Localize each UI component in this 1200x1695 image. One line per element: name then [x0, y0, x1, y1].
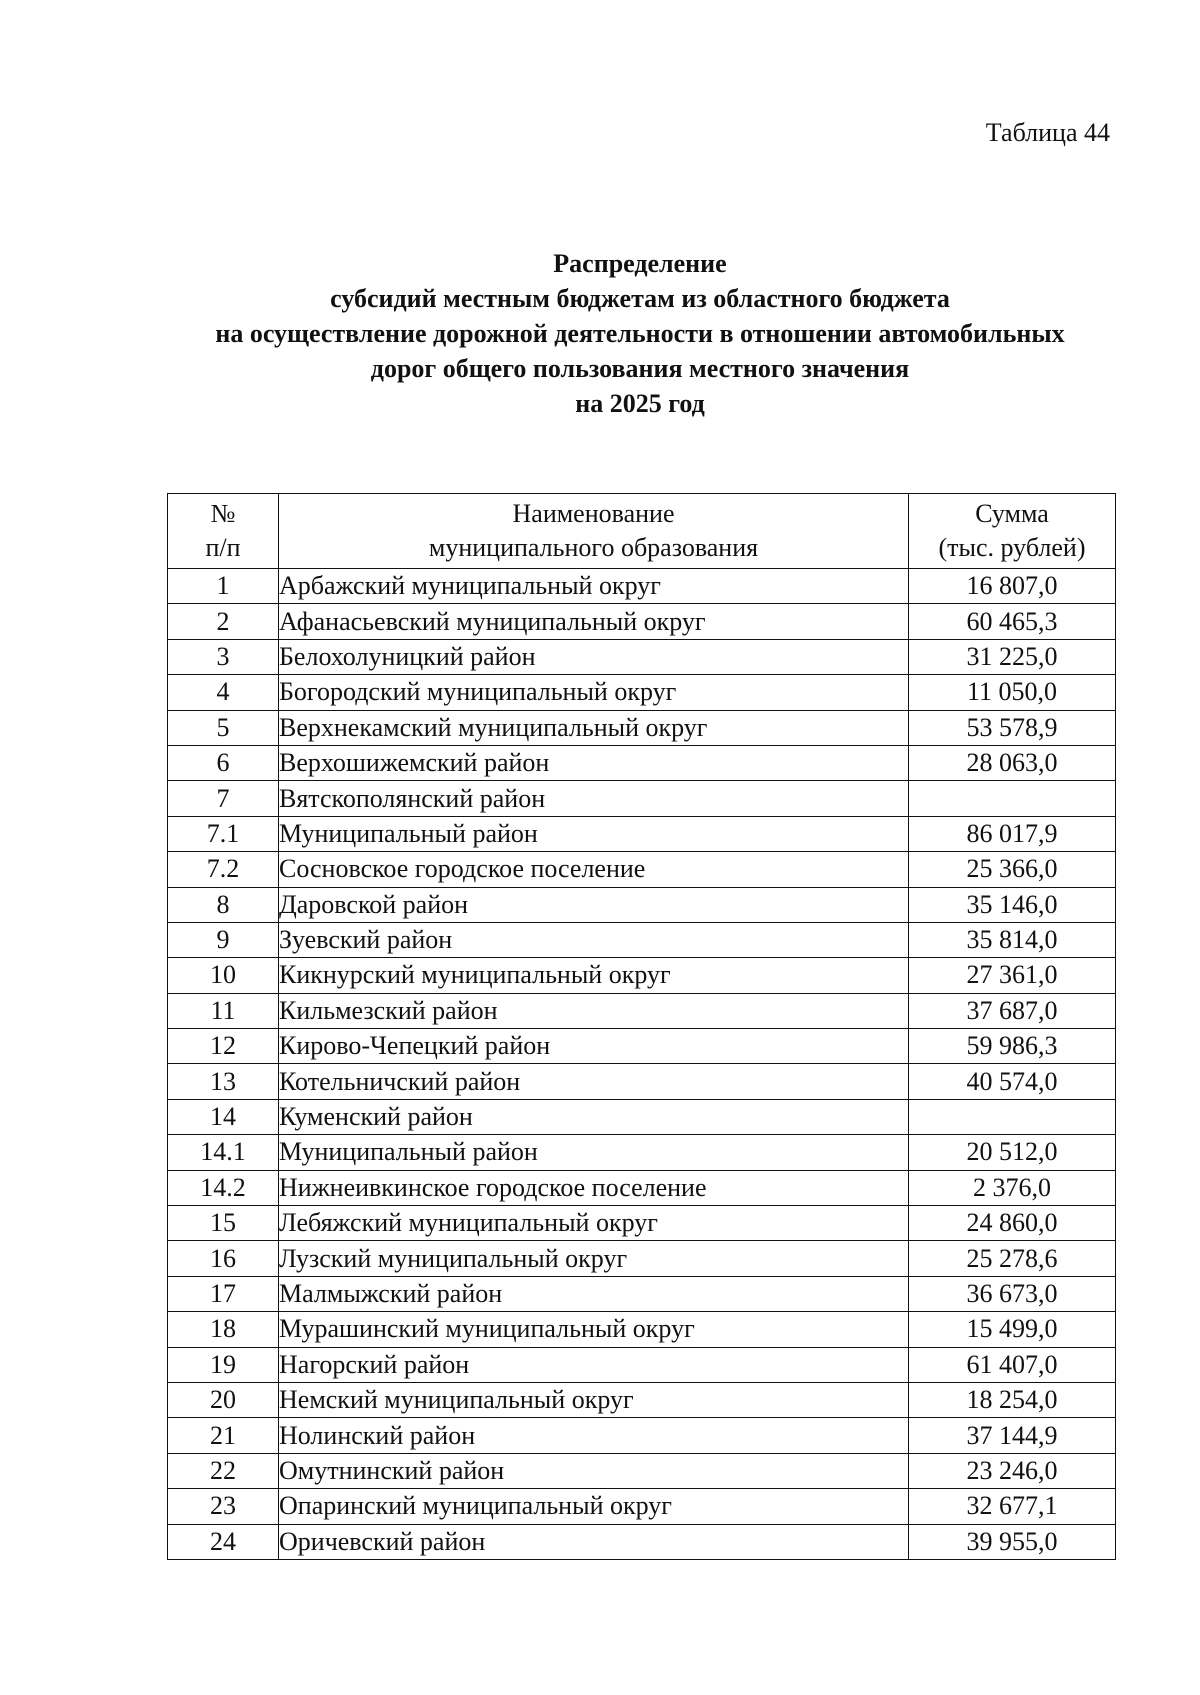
subsidy-amount: 28 063,0 [909, 745, 1116, 780]
table-row [168, 922, 1116, 957]
subsidy-amount: 18 254,0 [909, 1382, 1116, 1417]
municipality-name: Немский муниципальный округ [279, 1382, 909, 1417]
municipality-name: Лебяжский муниципальный округ [279, 1206, 909, 1241]
table-row [168, 675, 1116, 710]
table-row [168, 1170, 1116, 1205]
subsidy-amount: 11 050,0 [909, 675, 1116, 710]
municipality-name: Котельничский район [279, 1064, 909, 1099]
header-number-line: п/п [205, 533, 241, 562]
document-title [100, 246, 1180, 421]
title-line: Распределение [553, 249, 727, 278]
subsidy-amount: 16 807,0 [909, 569, 1116, 604]
table-body [168, 569, 1116, 1560]
row-number: 16 [168, 1241, 279, 1276]
row-number: 17 [168, 1276, 279, 1311]
subsidy-amount: 35 814,0 [909, 922, 1116, 957]
municipality-name: Нолинский район [279, 1418, 909, 1453]
header-sum-line: (тыс. рублей) [938, 533, 1086, 562]
header-number-line: № [210, 499, 236, 528]
header-name-line: муниципального образования [428, 533, 759, 562]
table-row [168, 781, 1116, 816]
subsidy-amount: 53 578,9 [909, 710, 1116, 745]
municipality-name: Вятскополянский район [279, 781, 909, 816]
row-number: 7 [168, 781, 279, 816]
subsidy-amount: 20 512,0 [909, 1135, 1116, 1170]
table-row [168, 1064, 1116, 1099]
table-row [168, 1099, 1116, 1134]
subsidy-amount: 36 673,0 [909, 1276, 1116, 1311]
row-number: 7.2 [168, 852, 279, 887]
table-row [168, 852, 1116, 887]
subsidy-amount: 37 144,9 [909, 1418, 1116, 1453]
row-number: 14 [168, 1099, 279, 1134]
subsidy-amount [909, 1099, 1116, 1134]
municipality-name: Кикнурский муниципальный округ [279, 958, 909, 993]
table-row [168, 710, 1116, 745]
subsidy-amount: 31 225,0 [909, 639, 1116, 674]
municipality-name: Лузский муниципальный округ [279, 1241, 909, 1276]
subsidy-amount: 25 278,6 [909, 1241, 1116, 1276]
municipality-name: Нагорский район [279, 1347, 909, 1382]
municipality-name: Куменский район [279, 1099, 909, 1134]
municipality-name: Мурашинский муниципальный округ [279, 1312, 909, 1347]
header-name-line: Наименование [512, 499, 675, 528]
row-number: 4 [168, 675, 279, 710]
table-row [168, 745, 1116, 780]
table-row [168, 816, 1116, 851]
row-number: 11 [168, 993, 279, 1028]
table-row [168, 1382, 1116, 1417]
row-number: 3 [168, 639, 279, 674]
table-row [168, 569, 1116, 604]
row-number: 8 [168, 887, 279, 922]
title-line: на 2025 год [575, 389, 705, 418]
municipality-name: Сосновское городское поселение [279, 852, 909, 887]
municipality-name: Оричевский район [279, 1524, 909, 1559]
row-number: 7.1 [168, 816, 279, 851]
subsidy-amount: 25 366,0 [909, 852, 1116, 887]
row-number: 14.1 [168, 1135, 279, 1170]
municipality-name: Даровской район [279, 887, 909, 922]
municipality-name: Муниципальный район [279, 816, 909, 851]
row-number: 12 [168, 1029, 279, 1064]
subsidy-amount: 24 860,0 [909, 1206, 1116, 1241]
subsidy-amount: 23 246,0 [909, 1453, 1116, 1488]
row-number: 23 [168, 1489, 279, 1524]
table-row [168, 1135, 1116, 1170]
municipality-name: Афанасьевский муниципальный округ [279, 604, 909, 639]
municipality-name: Малмыжский район [279, 1276, 909, 1311]
row-number: 20 [168, 1382, 279, 1417]
subsidy-amount: 2 376,0 [909, 1170, 1116, 1205]
table-row [168, 1418, 1116, 1453]
subsidy-amount: 39 955,0 [909, 1524, 1116, 1559]
row-number: 5 [168, 710, 279, 745]
table-row [168, 1276, 1116, 1311]
subsidy-amount [909, 781, 1116, 816]
table-row [168, 1206, 1116, 1241]
municipality-name: Верхнекамский муниципальный округ [279, 710, 909, 745]
table-row [168, 1241, 1116, 1276]
table-row [168, 639, 1116, 674]
subsidy-amount: 35 146,0 [909, 887, 1116, 922]
row-number: 22 [168, 1453, 279, 1488]
row-number: 6 [168, 745, 279, 780]
subsidy-amount: 37 687,0 [909, 993, 1116, 1028]
table-row [168, 993, 1116, 1028]
header-sum-line: Сумма [975, 499, 1049, 528]
table-row [168, 604, 1116, 639]
row-number: 24 [168, 1524, 279, 1559]
municipality-name: Верхошижемский район [279, 745, 909, 780]
row-number: 15 [168, 1206, 279, 1241]
row-number: 9 [168, 922, 279, 957]
row-number: 19 [168, 1347, 279, 1382]
title-line: дорог общего пользования местного значения [370, 354, 910, 383]
subsidy-distribution-table [167, 493, 1116, 1560]
subsidy-amount: 27 361,0 [909, 958, 1116, 993]
municipality-name: Муниципальный район [279, 1135, 909, 1170]
municipality-name: Зуевский район [279, 922, 909, 957]
header-sum [909, 494, 1116, 569]
row-number: 18 [168, 1312, 279, 1347]
municipality-name: Белохолуницкий район [279, 639, 909, 674]
row-number: 21 [168, 1418, 279, 1453]
table-row [168, 1312, 1116, 1347]
municipality-name: Нижнеивкинское городское поселение [279, 1170, 909, 1205]
row-number: 10 [168, 958, 279, 993]
table-row [168, 1029, 1116, 1064]
row-number: 14.2 [168, 1170, 279, 1205]
municipality-name: Арбажский муниципальный округ [279, 569, 909, 604]
subsidy-amount: 40 574,0 [909, 1064, 1116, 1099]
table-row [168, 887, 1116, 922]
table-row [168, 1347, 1116, 1382]
table-number: Таблица 44 [985, 118, 1110, 147]
subsidy-amount: 86 017,9 [909, 816, 1116, 851]
subsidy-amount: 15 499,0 [909, 1312, 1116, 1347]
municipality-name: Богородский муниципальный округ [279, 675, 909, 710]
municipality-name: Кильмезский район [279, 993, 909, 1028]
title-line: субсидий местным бюджетам из областного бюджета [330, 284, 950, 313]
municipality-name: Кирово-Чепецкий район [279, 1029, 909, 1064]
header-number [168, 494, 279, 569]
title-line: на осуществление дорожной деятельности в отношении автомобильных [215, 319, 1065, 348]
subsidy-amount: 60 465,3 [909, 604, 1116, 639]
municipality-name: Опаринский муниципальный округ [279, 1489, 909, 1524]
subsidy-amount: 61 407,0 [909, 1347, 1116, 1382]
row-number: 2 [168, 604, 279, 639]
header-name [279, 494, 909, 569]
table-row [168, 1524, 1116, 1559]
municipality-name: Омутнинский район [279, 1453, 909, 1488]
subsidy-amount: 32 677,1 [909, 1489, 1116, 1524]
subsidy-amount: 59 986,3 [909, 1029, 1116, 1064]
table-row [168, 1489, 1116, 1524]
row-number: 13 [168, 1064, 279, 1099]
table-row [168, 1453, 1116, 1488]
table-header-row [168, 494, 1116, 569]
row-number: 1 [168, 569, 279, 604]
table-row [168, 958, 1116, 993]
